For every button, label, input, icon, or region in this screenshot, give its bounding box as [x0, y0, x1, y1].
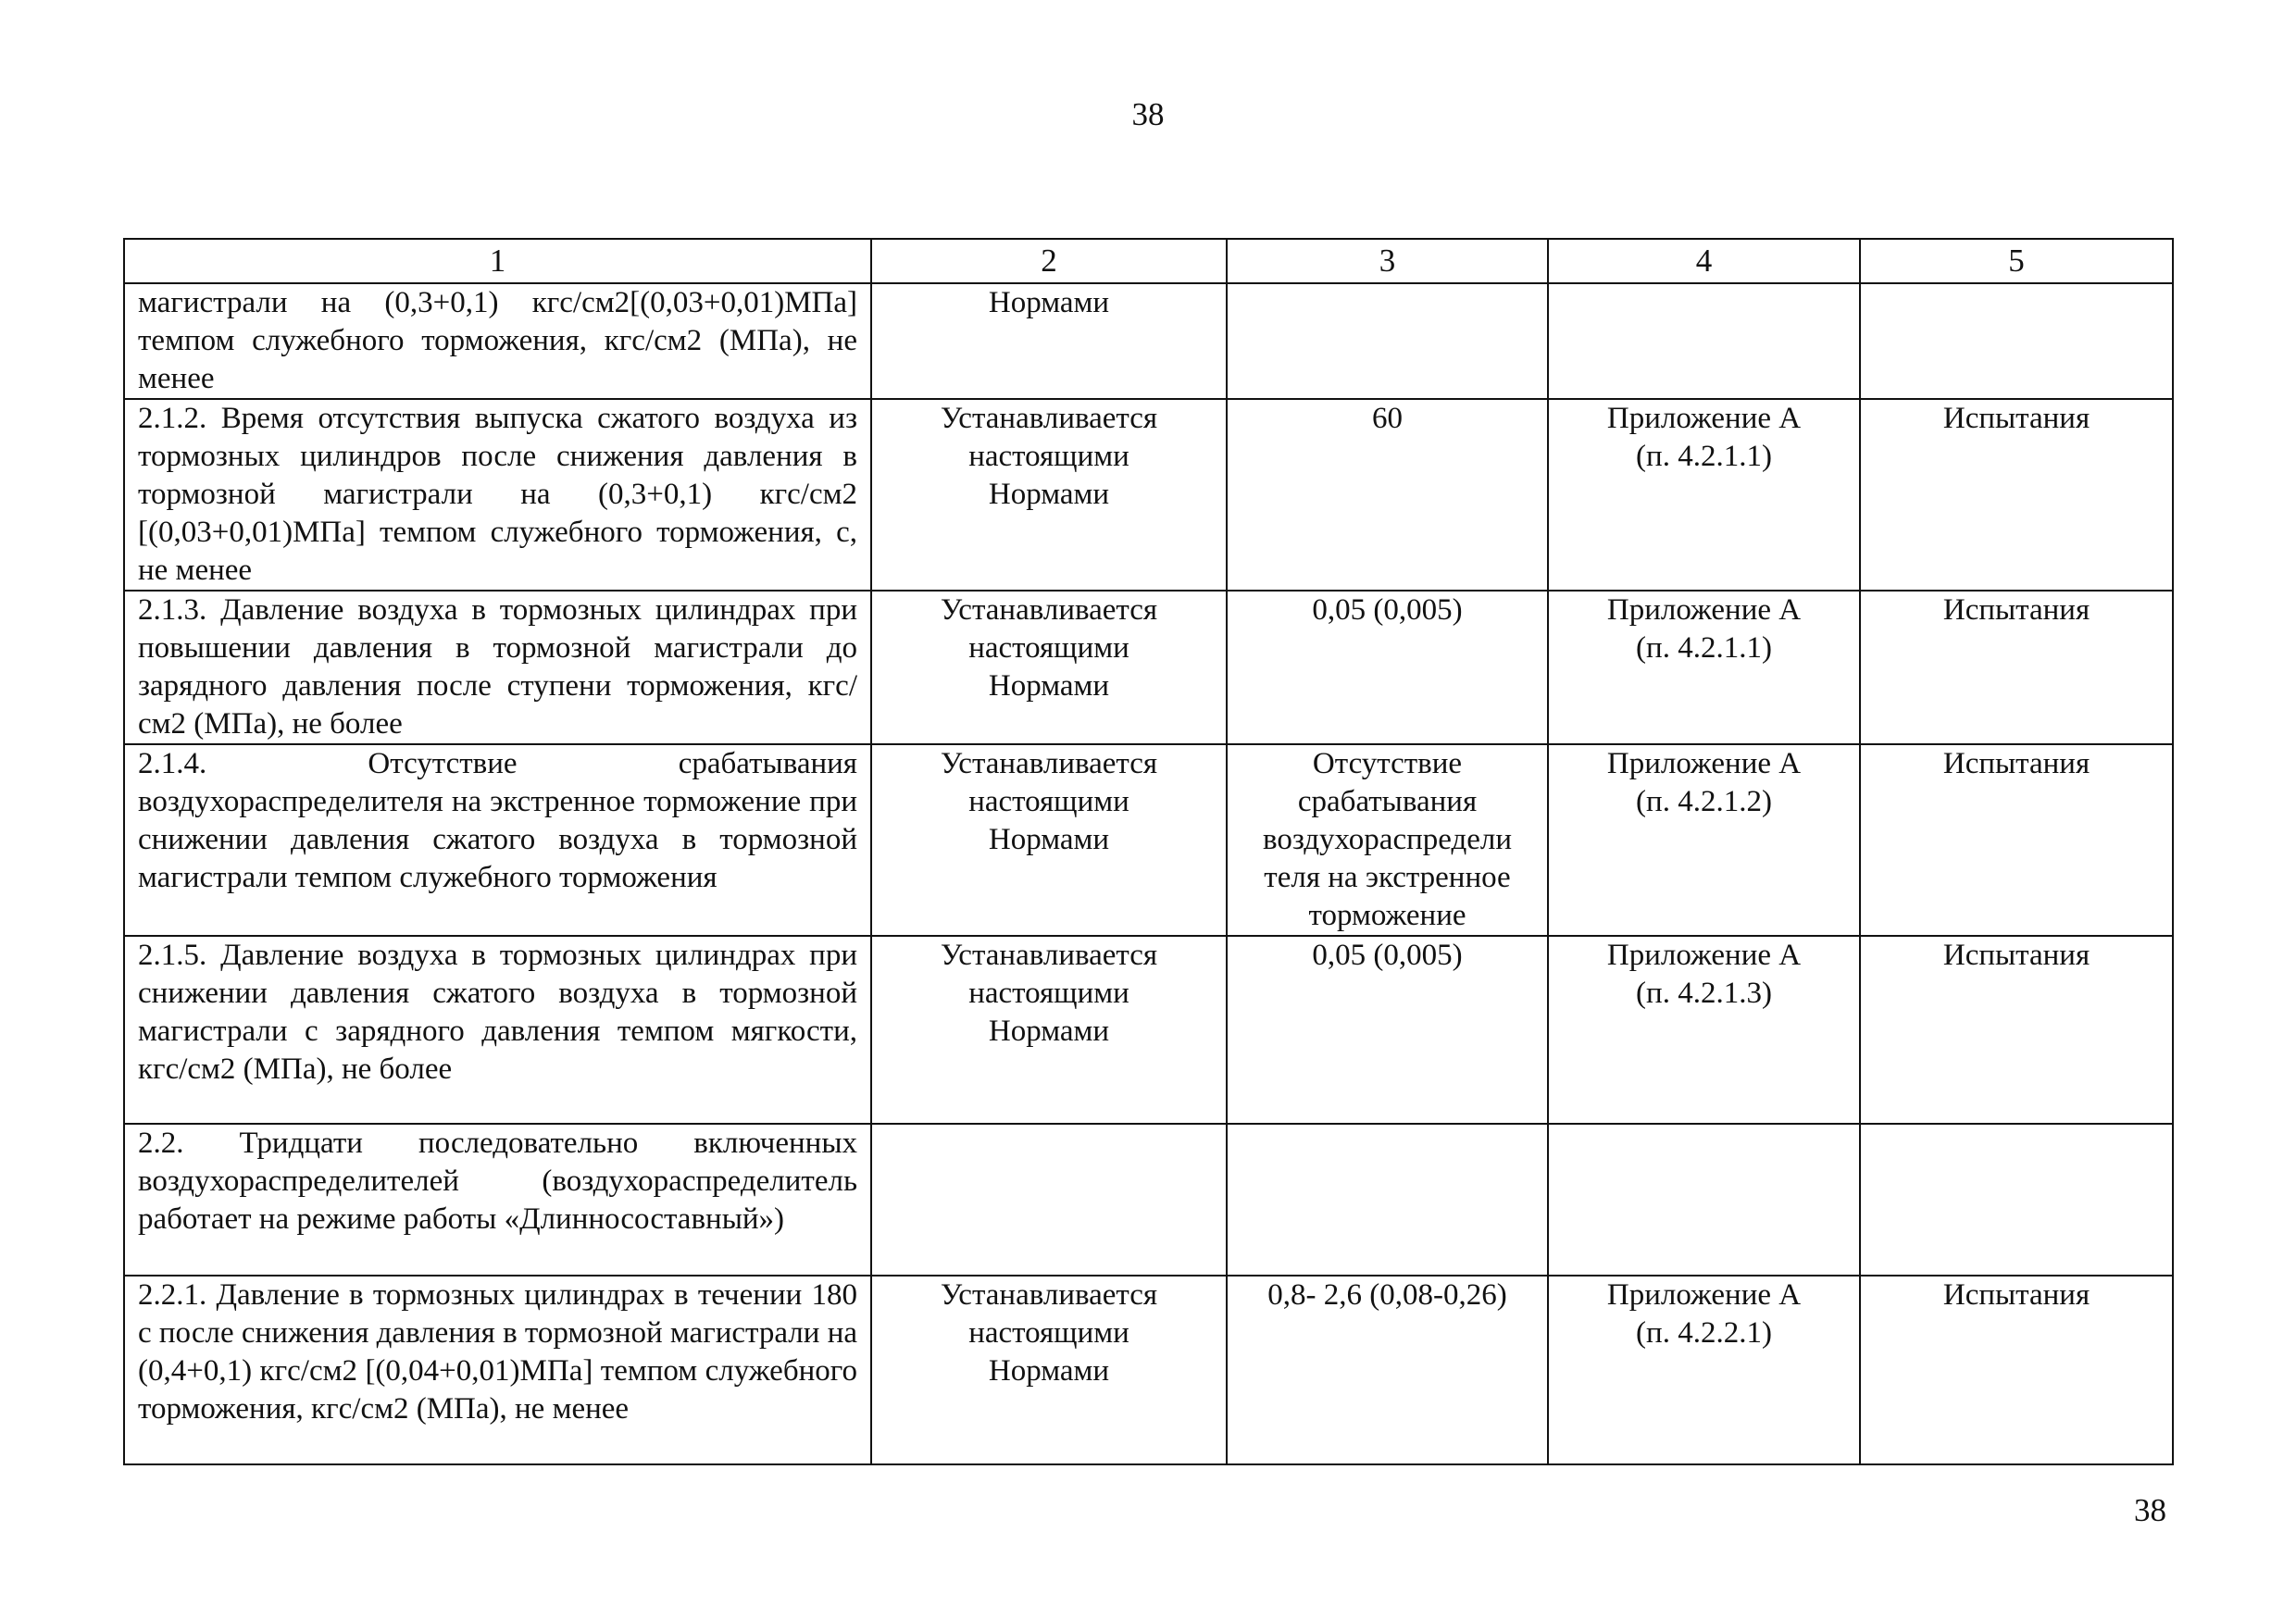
control-type-cell: Испытания — [1860, 591, 2173, 744]
value-cell — [1227, 1124, 1548, 1276]
control-type-cell: Испытания — [1860, 936, 2173, 1124]
requirement-source-cell — [871, 1124, 1227, 1276]
column-header: 4 — [1548, 239, 1860, 283]
requirements-table — [123, 238, 2174, 1465]
parameter-cell: магистрали на (0,3+0,1) кгс/см2[(0,03+0,01)МПа] темпом служебного торможения, кгс/см2 (МПа), не менее — [124, 283, 871, 399]
method-reference-cell: Приложение А (п. 4.2.1.1) — [1548, 591, 1860, 744]
requirement-source-cell: Устанавливается настоящими Нормами — [871, 591, 1227, 744]
table-row — [124, 591, 2173, 744]
method-reference-cell — [1548, 1124, 1860, 1276]
value-cell: 0,8- 2,6 (0,08-0,26) — [1227, 1276, 1548, 1464]
requirement-source-cell: Устанавливается настоящими Нормами — [871, 399, 1227, 591]
control-type-cell — [1860, 1124, 2173, 1276]
table-row — [124, 744, 2173, 936]
page-number-top: 38 — [1131, 96, 1165, 132]
value-cell: 60 — [1227, 399, 1548, 591]
requirement-source-cell: Устанавливается настоящими Нормами — [871, 936, 1227, 1124]
table-row — [124, 1276, 2173, 1464]
parameter-cell: 2.2. Тридцати последовательно включенных воздухораспределителей (воздухораспределитель работает на режиме работы «Длинносоставный») — [124, 1124, 871, 1276]
parameter-cell: 2.1.5. Давление воздуха в тормозных цилиндрах при снижении давления сжатого воздуха в тормозной магистрали с зарядного давления темпом мягкости, кгс/см2 (МПа), не более — [124, 936, 871, 1124]
value-cell: Отсутствие срабатывания воздухораспредели теля на экстренное торможение — [1227, 744, 1548, 936]
requirement-source-cell: Устанавливается настоящими Нормами — [871, 744, 1227, 936]
control-type-cell — [1860, 283, 2173, 399]
table-row — [124, 1124, 2173, 1276]
requirement-source-cell: Нормами — [871, 283, 1227, 399]
parameter-cell: 2.2.1. Давление в тормозных цилиндрах в течении 180 с после снижения давления в тормозной магистрали на (0,4+0,1) кгс/см2 [(0,04+0,01)МПа] темпом служебного торможения, кгс/см2 (МПа), не менее — [124, 1276, 871, 1464]
control-type-cell: Испытания — [1860, 399, 2173, 591]
method-reference-cell — [1548, 283, 1860, 399]
method-reference-cell: Приложение А (п. 4.2.1.1) — [1548, 399, 1860, 591]
column-header: 3 — [1227, 239, 1548, 283]
value-cell: 0,05 (0,005) — [1227, 936, 1548, 1124]
method-reference-cell: Приложение А (п. 4.2.1.2) — [1548, 744, 1860, 936]
value-cell: 0,05 (0,005) — [1227, 591, 1548, 744]
page-number-bottom: 38 — [2134, 1492, 2166, 1528]
table-header-row — [124, 239, 2173, 283]
table-row — [124, 399, 2173, 591]
control-type-cell: Испытания — [1860, 744, 2173, 936]
column-header: 1 — [124, 239, 871, 283]
value-cell — [1227, 283, 1548, 399]
method-reference-cell: Приложение А (п. 4.2.2.1) — [1548, 1276, 1860, 1464]
parameter-cell: 2.1.3. Давление воздуха в тормозных цилиндрах при повышении давления в тормозной магистрали до зарядного давления после ступени торможения, кгс/см2 (МПа), не более — [124, 591, 871, 744]
column-header: 2 — [871, 239, 1227, 283]
method-reference-cell: Приложение А (п. 4.2.1.3) — [1548, 936, 1860, 1124]
control-type-cell: Испытания — [1860, 1276, 2173, 1464]
table-row — [124, 936, 2173, 1124]
column-header: 5 — [1860, 239, 2173, 283]
parameter-cell: 2.1.2. Время отсутствия выпуска сжатого воздуха из тормозных цилиндров после снижения давления в тормозной магистрали на (0,3+0,1) кгс/см2 [(0,03+0,01)МПа] темпом служебного торможения, с, не менее — [124, 399, 871, 591]
requirement-source-cell: Устанавливается настоящими Нормами — [871, 1276, 1227, 1464]
parameter-cell: 2.1.4. Отсутствие срабатывания воздухораспределителя на экстренное торможение при снижении давления сжатого воздуха в тормозной магистрали темпом служебного торможения — [124, 744, 871, 936]
table-row — [124, 283, 2173, 399]
